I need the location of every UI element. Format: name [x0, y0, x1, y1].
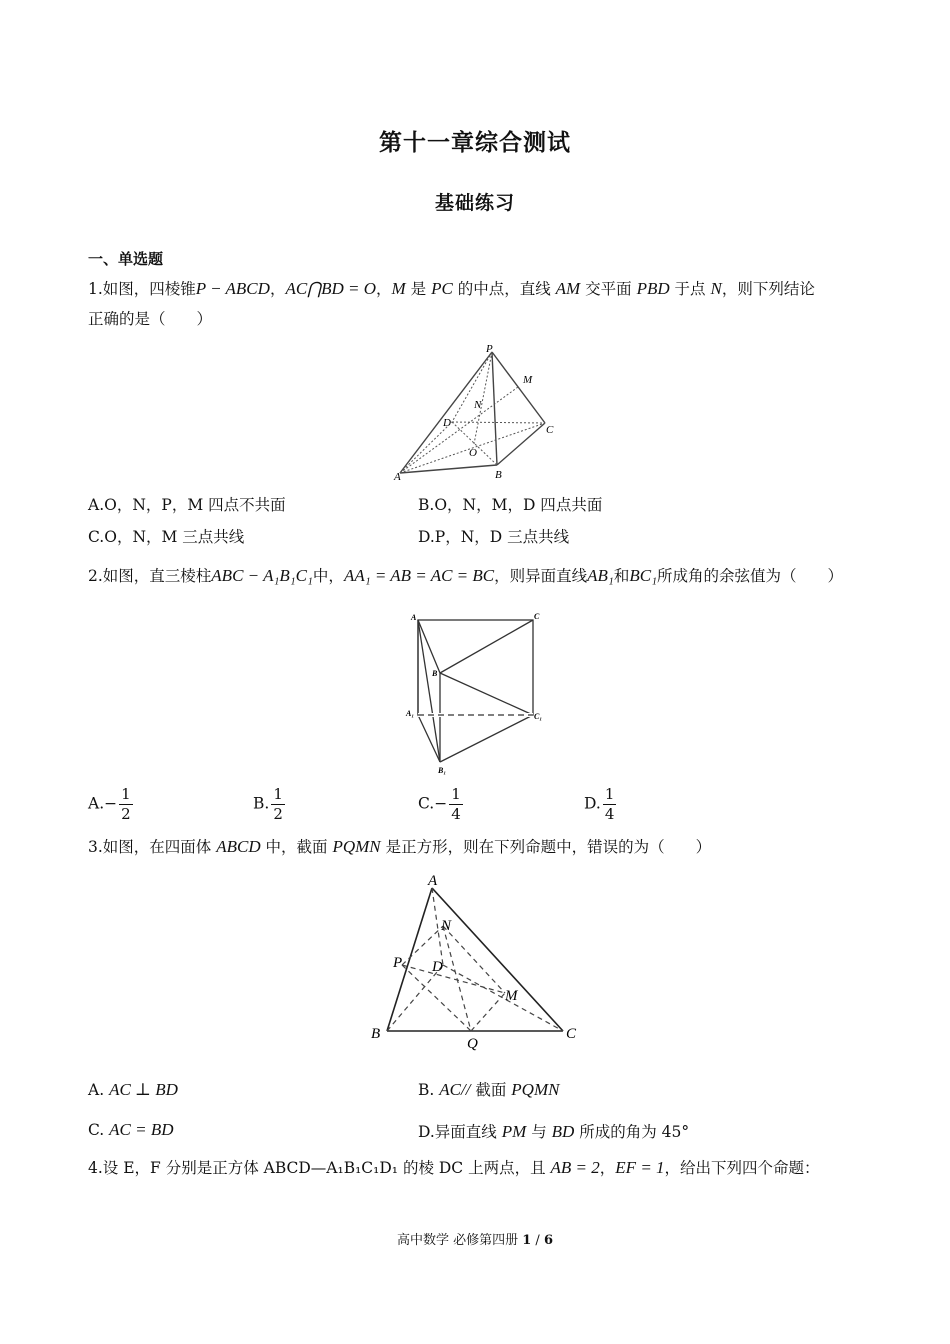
- fig2-label-b1: B₁: [438, 766, 447, 775]
- fig1-label-d: D: [443, 417, 451, 429]
- q1-option-d: D.P，N，D 三点共线: [418, 528, 570, 546]
- q1-option-c: C.O，N，M 三点共线: [88, 528, 245, 546]
- q2-option-a: A.− $\frac{1}{2}$: [88, 785, 131, 823]
- question-2: 2.如图，直三棱柱ABC − A₁B₁C₁中，AA₁ = AB = AC = BC，则异面直线AB₁和BC₁所成角的余弦值为（ ）: [88, 566, 844, 585]
- q3-option-c: C. AC = BD: [88, 1120, 174, 1139]
- q3-option-b: B. AC// 截面 PQMN: [418, 1080, 560, 1099]
- fig3-label-n: N: [441, 918, 452, 934]
- fig2-label-a1: A₁: [406, 709, 415, 718]
- question-1: [88, 274, 878, 334]
- question-1-line2: 正确的是（ ）: [88, 310, 213, 328]
- fig2-label-a: A: [411, 613, 417, 622]
- question-3: 3.如图，在四面体 ABCD 中，截面 PQMN 是正方形，则在下列命题中，错误的为（ ）: [88, 837, 712, 856]
- fig3-label-p: P: [393, 955, 403, 971]
- page-total: 6: [543, 1233, 553, 1248]
- fig3-label-m: M: [505, 988, 518, 1004]
- page-footer: 高中数学 必修第四册 1 / 6: [396, 1233, 553, 1248]
- page-subtitle: 基础练习: [434, 192, 515, 214]
- figure-q2-prism: [400, 605, 560, 780]
- fig3-label-c: C: [566, 1026, 577, 1042]
- q3-option-a: A. AC ⊥ BD: [88, 1080, 178, 1099]
- q3-option-d: D.异面直线 PM 与 BD 所成的角为 45°: [418, 1122, 690, 1141]
- q1-option-a: A.O，N，P，M 四点不共面: [88, 496, 286, 514]
- figure-q3-tetrahedron: [365, 868, 590, 1053]
- fig1-label-o: O: [469, 447, 477, 459]
- fig1-label-c: C: [546, 424, 554, 436]
- q1-option-b: B.O，N，M，D 四点共面: [418, 496, 603, 514]
- fig2-label-c: C: [534, 612, 540, 621]
- page-number: 1: [522, 1233, 532, 1248]
- fig2-label-b: B: [432, 669, 438, 678]
- page-title: 第十一章综合测试: [379, 130, 571, 156]
- question-1-line1: 1.如图，四棱锥P − ABCD，AC⋂BD = O，M 是 PC 的中点，直线 AM 交平面 PBD 于点 N，则下列结论: [88, 279, 815, 298]
- fig1-label-a: A: [394, 471, 401, 483]
- fig2-label-c1: C₁: [534, 712, 543, 721]
- fig3-label-a: A: [428, 873, 438, 889]
- section-heading: 一、单选题: [88, 250, 164, 268]
- fig3-label-b: B: [371, 1026, 381, 1042]
- question-4: 4.设 E，F 分别是正方体 ABCD—A₁B₁C₁D₁ 的棱 DC 上两点，且 AB = 2，EF = 1，给出下列四个命题：: [88, 1158, 820, 1177]
- fig1-label-b: B: [495, 469, 502, 481]
- fig1-label-n: N: [474, 399, 482, 411]
- q2-option-c: C.− $\frac{1}{4}$: [418, 785, 461, 823]
- figure-q1-pyramid: [380, 340, 580, 485]
- fig1-label-p: P: [486, 343, 493, 355]
- q2-option-d: D. $\frac{1}{4}$: [584, 785, 615, 823]
- fig3-label-d: D: [432, 959, 443, 975]
- fig1-label-m: M: [523, 374, 533, 386]
- fig3-label-q: Q: [467, 1036, 478, 1052]
- q2-option-b: B. $\frac{1}{2}$: [253, 785, 283, 823]
